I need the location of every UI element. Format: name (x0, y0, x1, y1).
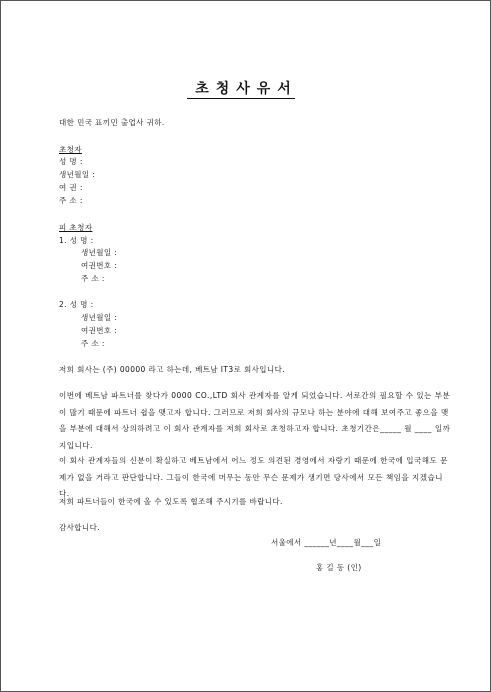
inviter-passport-field: 여 권 : (59, 183, 83, 192)
title-underline (187, 98, 295, 99)
inviter-address-field: 주 소 : (59, 196, 83, 205)
invitee1-birthdate-field: 생년월일 : (81, 248, 118, 257)
inviter-birthdate-field: 생년월일 : (59, 170, 96, 179)
invitee2-name-field: 2. 성 명 : (59, 300, 94, 309)
invitee1-address-field: 주 소 : (81, 274, 105, 283)
body-paragraph-3: 이 회사 관계자들의 신분이 확실하고 베트남에서 어느 정도 의견된 경영에서 자랑기 때문에 한국에 입국해도 문제가 없을 거라고 판단합니다. 그들이 한국에 머무는 동안 무슨 문제가 생기면 당사에서 모든 책임을 지겠습니다. (59, 456, 448, 498)
date-line: 서울에서 ______년____월___일 (271, 538, 382, 547)
recipient-line: 대한 민국 표끼민 출업사 귀하. (59, 118, 165, 127)
invitee1-name-field: 1. 성 명 : (59, 236, 94, 245)
invitee1-passport-field: 여권번호 : (81, 261, 118, 270)
invitee2-birthdate-field: 생년월일 : (81, 313, 118, 322)
inviter-name-field: 성 명 : (59, 157, 83, 166)
closing-line: 감사합니다. (59, 523, 101, 532)
signature-line: 홍 길 동 (인) (316, 563, 362, 572)
inviter-heading: 초청자 (59, 145, 82, 154)
document-title: 초청사유서 (195, 81, 298, 97)
body-paragraph-2: 이번에 베트남 파트너를 찾다가 0000 CO.,LTD 회사 관계자를 알게 되었습니다. 서로간의 필요할 수 있는 부분이 많기 때문에 파트너 쉽을 맺고자 합니다. 그러므로 저희 회사의 규모나 하는 분야에 대해 보여주고 좋으을 맺을 부분에 대해서 상의하려고 이 회사 관계자를 저희 회사로 초청하고자 합니다. 초청기간은_____ 월 ____ 일까지입니다. (59, 391, 451, 450)
invitee2-passport-field: 여권번호 : (81, 326, 118, 335)
invitee-heading: 피 초청자 (59, 223, 93, 232)
body-paragraph-1: 저희 회사는 (주) 00000 라고 하는데, 베트남 IT3로 회사입니다. (59, 365, 286, 374)
invitee2-address-field: 주 소 : (81, 339, 105, 348)
body-paragraph-4: 저희 파트너들이 한국에 올 수 있도록 협조해 주시기를 바랍니다. (59, 497, 283, 506)
